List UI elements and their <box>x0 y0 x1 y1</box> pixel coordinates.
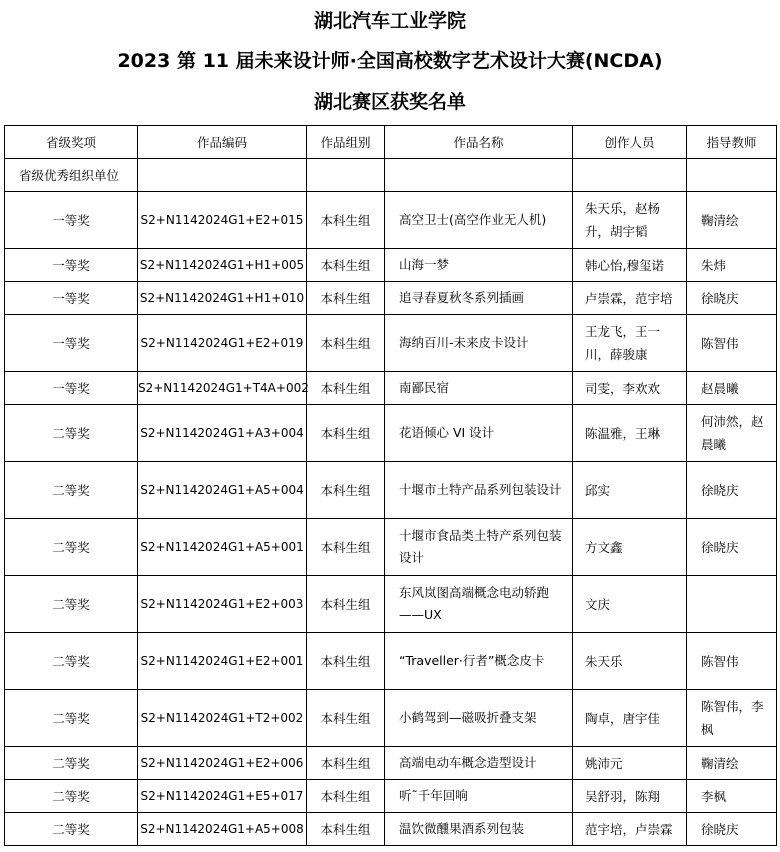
group-cell: 本科生组 <box>307 192 385 249</box>
creators-cell: 陈温雅，王琳 <box>573 405 687 462</box>
column-header-code: 作品编码 <box>138 126 307 159</box>
creators-cell: 司雯，李欢欢 <box>573 372 687 405</box>
teacher-cell: 徐晓庆 <box>687 813 777 846</box>
table-row <box>5 192 777 249</box>
org-row-label: 省级优秀组织单位 <box>5 159 138 192</box>
teacher-cell <box>687 576 777 633</box>
table-row <box>5 372 777 405</box>
teacher-cell: 鞠清绘 <box>687 747 777 780</box>
column-header-title: 作品名称 <box>385 126 573 159</box>
group-cell: 本科生组 <box>307 519 385 576</box>
awards-table <box>4 125 777 846</box>
award-cell: 一等奖 <box>5 192 138 249</box>
code-cell: S2+N1142024G1+T2+002 <box>138 690 307 747</box>
code-cell: S2+N1142024G1+A3+004 <box>138 405 307 462</box>
table-row <box>5 690 777 747</box>
creators-cell: 范宇培，卢崇霖 <box>573 813 687 846</box>
table-row <box>5 813 777 846</box>
group-cell: 本科生组 <box>307 249 385 282</box>
column-header-group: 作品组别 <box>307 126 385 159</box>
title-cell: 小鹤驾到—磁吸折叠支架 <box>385 690 573 747</box>
code-cell: S2+N1142024G1+A5+008 <box>138 813 307 846</box>
teacher-cell: 何沛然，赵晨曦 <box>687 405 777 462</box>
teacher-cell: 徐晓庆 <box>687 519 777 576</box>
award-cell: 一等奖 <box>5 372 138 405</box>
group-cell: 本科生组 <box>307 372 385 405</box>
code-cell: S2+N1142024G1+H1+005 <box>138 249 307 282</box>
title-cell: 南鄙民宿 <box>385 372 573 405</box>
table-row <box>5 780 777 813</box>
title-cell: 听˜千年回响 <box>385 780 573 813</box>
table-row <box>5 576 777 633</box>
column-header-creators: 创作人员 <box>573 126 687 159</box>
creators-cell: 王龙飞，王一川，薛骏康 <box>573 315 687 372</box>
code-cell: S2+N1142024G1+E2+015 <box>138 192 307 249</box>
code-cell: S2+N1142024G1+E5+017 <box>138 780 307 813</box>
code-cell: S2+N1142024G1+E2+019 <box>138 315 307 372</box>
competition-title: 2023 第 11 届未来设计师·全国高校数字艺术设计大赛(NCDA) <box>117 50 663 72</box>
code-cell: S2+N1142024G1+E2+006 <box>138 747 307 780</box>
group-cell: 本科生组 <box>307 315 385 372</box>
title-cell: 追寻春夏秋冬系列插画 <box>385 282 573 315</box>
title-cell: “Traveller·行者”概念皮卡 <box>385 633 573 690</box>
title-cell: 山海一梦 <box>385 249 573 282</box>
teacher-cell: 陈智伟 <box>687 315 777 372</box>
award-cell: 二等奖 <box>5 576 138 633</box>
group-cell: 本科生组 <box>307 633 385 690</box>
table-cell <box>385 159 573 192</box>
table-row <box>5 282 777 315</box>
table-row <box>5 405 777 462</box>
title-cell: 十堰市食品类土特产系列包装设计 <box>385 519 573 576</box>
award-cell: 二等奖 <box>5 690 138 747</box>
column-header-award: 省级奖项 <box>5 126 138 159</box>
code-cell: S2+N1142024G1+E2+001 <box>138 633 307 690</box>
creators-cell: 文庆 <box>573 576 687 633</box>
code-cell: S2+N1142024G1+A5+004 <box>138 462 307 519</box>
group-cell: 本科生组 <box>307 747 385 780</box>
teacher-cell: 赵晨曦 <box>687 372 777 405</box>
group-cell: 本科生组 <box>307 405 385 462</box>
school-name: 湖北汽车工业学院 <box>313 10 466 32</box>
org-row <box>5 159 777 192</box>
award-cell: 二等奖 <box>5 462 138 519</box>
group-cell: 本科生组 <box>307 813 385 846</box>
table-cell <box>138 159 307 192</box>
teacher-cell: 李枫 <box>687 780 777 813</box>
award-cell: 二等奖 <box>5 813 138 846</box>
teacher-cell: 陈智伟 <box>687 633 777 690</box>
code-cell: S2+N1142024G1+E2+003 <box>138 576 307 633</box>
table-row <box>5 633 777 690</box>
creators-cell: 姚沛元 <box>573 747 687 780</box>
teacher-cell: 徐晓庆 <box>687 462 777 519</box>
table-row <box>5 315 777 372</box>
award-cell: 一等奖 <box>5 315 138 372</box>
award-cell: 二等奖 <box>5 633 138 690</box>
title-cell: 十堰市土特产品系列包装设计 <box>385 462 573 519</box>
group-cell: 本科生组 <box>307 282 385 315</box>
table-row <box>5 747 777 780</box>
table-row <box>5 462 777 519</box>
creators-cell: 朱天乐 <box>573 633 687 690</box>
award-cell: 一等奖 <box>5 282 138 315</box>
table-cell <box>687 159 777 192</box>
creators-cell: 方文鑫 <box>573 519 687 576</box>
title-cell: 温饮微醺果酒系列包装 <box>385 813 573 846</box>
table-row <box>5 249 777 282</box>
creators-cell: 卢崇霖，范宇培 <box>573 282 687 315</box>
code-cell: S2+N1142024G1+A5+001 <box>138 519 307 576</box>
table-cell <box>307 159 385 192</box>
group-cell: 本科生组 <box>307 462 385 519</box>
code-cell: S2+N1142024G1+T4A+002 <box>138 372 307 405</box>
title-cell: 花语倾心 VI 设计 <box>385 405 573 462</box>
table-row <box>5 519 777 576</box>
teacher-cell: 朱炜 <box>687 249 777 282</box>
creators-cell: 韩心怡,穆玺诺 <box>573 249 687 282</box>
award-cell: 二等奖 <box>5 780 138 813</box>
group-cell: 本科生组 <box>307 780 385 813</box>
award-cell: 二等奖 <box>5 405 138 462</box>
title-cell: 东风岚图高端概念电动轿跑——UX <box>385 576 573 633</box>
table-cell <box>573 159 687 192</box>
teacher-cell: 徐晓庆 <box>687 282 777 315</box>
creators-cell: 吴舒羽，陈翔 <box>573 780 687 813</box>
title-cell: 海纳百川-未来皮卡设计 <box>385 315 573 372</box>
group-cell: 本科生组 <box>307 690 385 747</box>
title-cell: 高端电动车概念造型设计 <box>385 747 573 780</box>
teacher-cell: 陈智伟，李枫 <box>687 690 777 747</box>
award-cell: 二等奖 <box>5 519 138 576</box>
list-title: 湖北赛区获奖名单 <box>313 91 466 113</box>
code-cell: S2+N1142024G1+H1+010 <box>138 282 307 315</box>
group-cell: 本科生组 <box>307 576 385 633</box>
title-cell: 高空卫士(高空作业无人机) <box>385 192 573 249</box>
column-header-teacher: 指导教师 <box>687 126 777 159</box>
creators-cell: 陶卓，唐宇佳 <box>573 690 687 747</box>
award-cell: 二等奖 <box>5 747 138 780</box>
award-cell: 一等奖 <box>5 249 138 282</box>
teacher-cell: 鞠清绘 <box>687 192 777 249</box>
creators-cell: 邱实 <box>573 462 687 519</box>
creators-cell: 朱天乐，赵杨升，胡宇韬 <box>573 192 687 249</box>
table-header-row <box>5 126 777 159</box>
